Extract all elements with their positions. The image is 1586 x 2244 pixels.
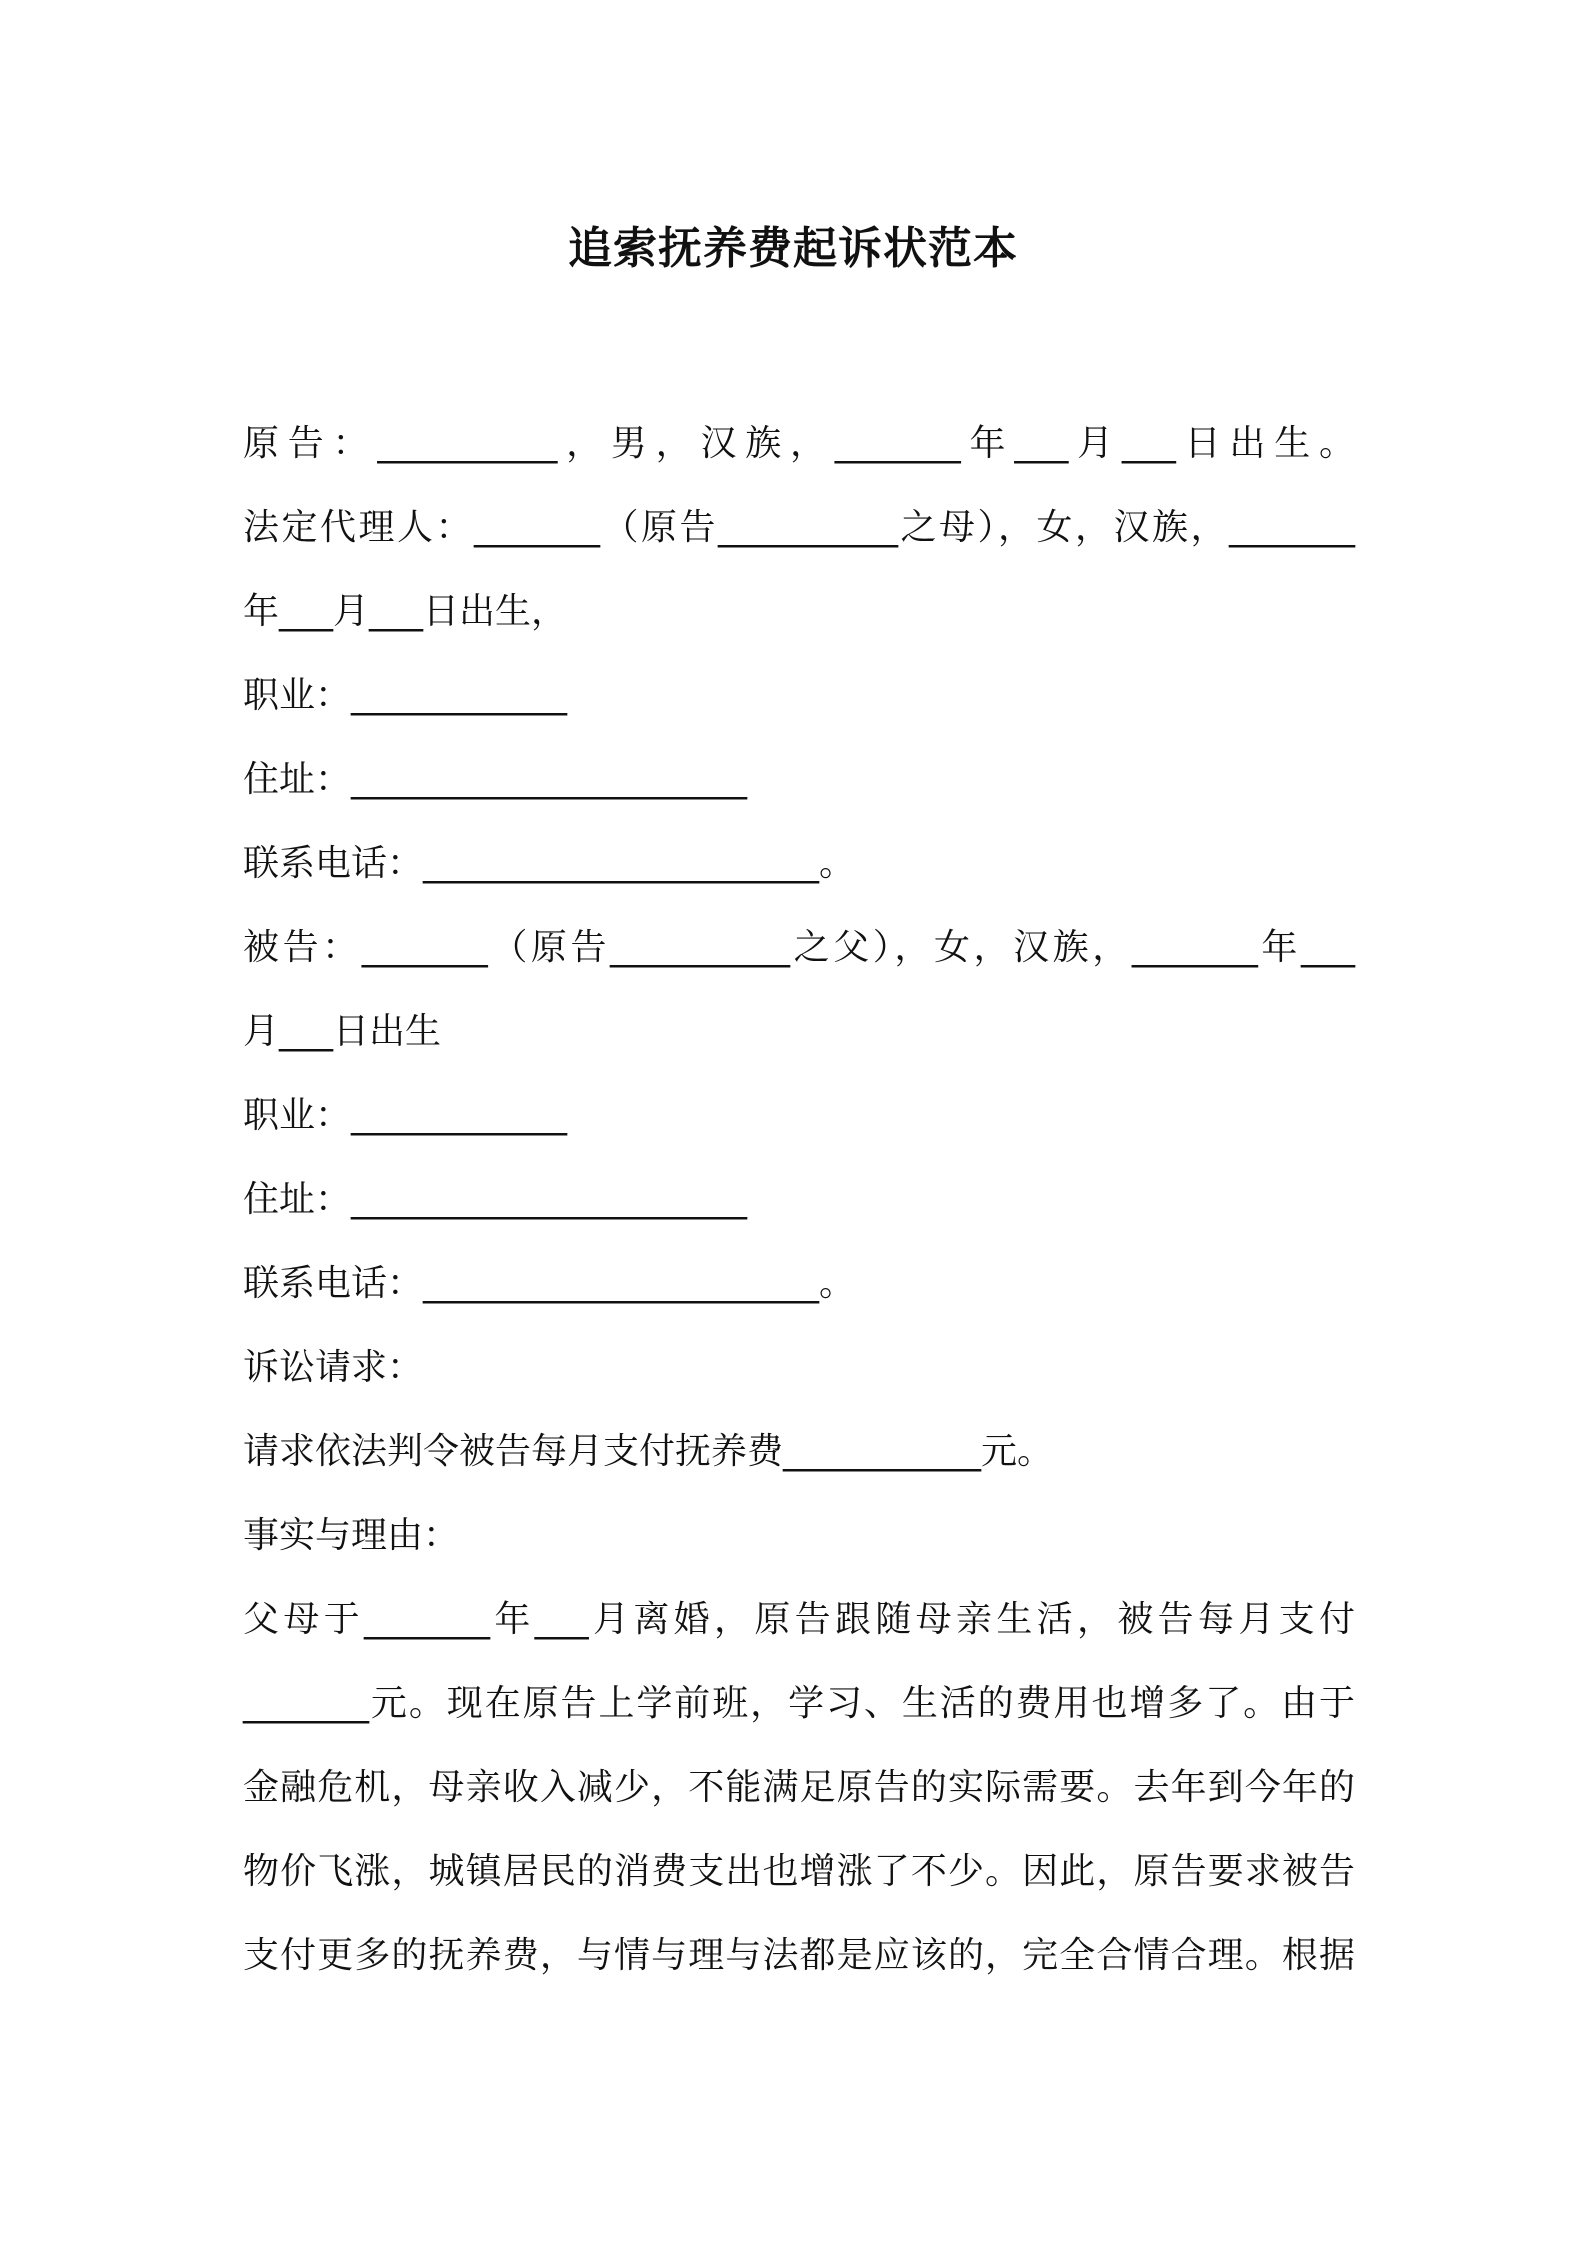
document-title: 追索抚养费起诉状范本 <box>568 223 1018 274</box>
claims-content: 请求依法判令被告每月支付抚养费___________元。 <box>243 1431 1054 1472</box>
defendant-phone-line: 联系电话：______________________。 <box>243 1263 856 1304</box>
defendant-occupation-line: 职业：____________ <box>243 1095 568 1136</box>
defendant-line: 被告：_______（原告__________之父），女，汉族，_______年___ <box>243 927 1355 968</box>
plaintiff-occupation-line: 职业：____________ <box>243 675 568 716</box>
defendant-address-line: 住址：______________________ <box>243 1179 748 1220</box>
facts-paragraph-line: 支付更多的抚养费，与情与理与法都是应该的，完全合情合理。根据 <box>243 1935 1355 1976</box>
claims-heading: 诉讼请求： <box>243 1347 424 1388</box>
legal-representative-birth-line: 年___月___日出生， <box>243 591 568 632</box>
plaintiff-phone-line: 联系电话：______________________。 <box>243 843 856 884</box>
facts-paragraph-line: 父母于_______年___月离婚，原告跟随母亲生活，被告每月支付 <box>243 1599 1355 1640</box>
document-body <box>243 402 1355 1998</box>
facts-heading: 事实与理由： <box>243 1515 460 1556</box>
facts-paragraph-line: 物价飞涨，城镇居民的消费支出也增涨了不少。因此，原告要求被告 <box>243 1851 1355 1892</box>
defendant-birth-line: 月___日出生 <box>243 1011 442 1052</box>
plaintiff-address-line: 住址：______________________ <box>243 759 748 800</box>
facts-paragraph-line: 金融危机，母亲收入减少，不能满足原告的实际需要。去年到今年的 <box>243 1767 1355 1808</box>
legal-representative-line: 法定代理人：_______（原告__________之母），女，汉族，_______ <box>243 507 1355 548</box>
plaintiff-line: 原告：__________，男，汉族，_______年___月___日出生。 <box>243 423 1355 464</box>
facts-paragraph-line: _______元。现在原告上学前班，学习、生活的费用也增多了。由于 <box>243 1683 1355 1724</box>
